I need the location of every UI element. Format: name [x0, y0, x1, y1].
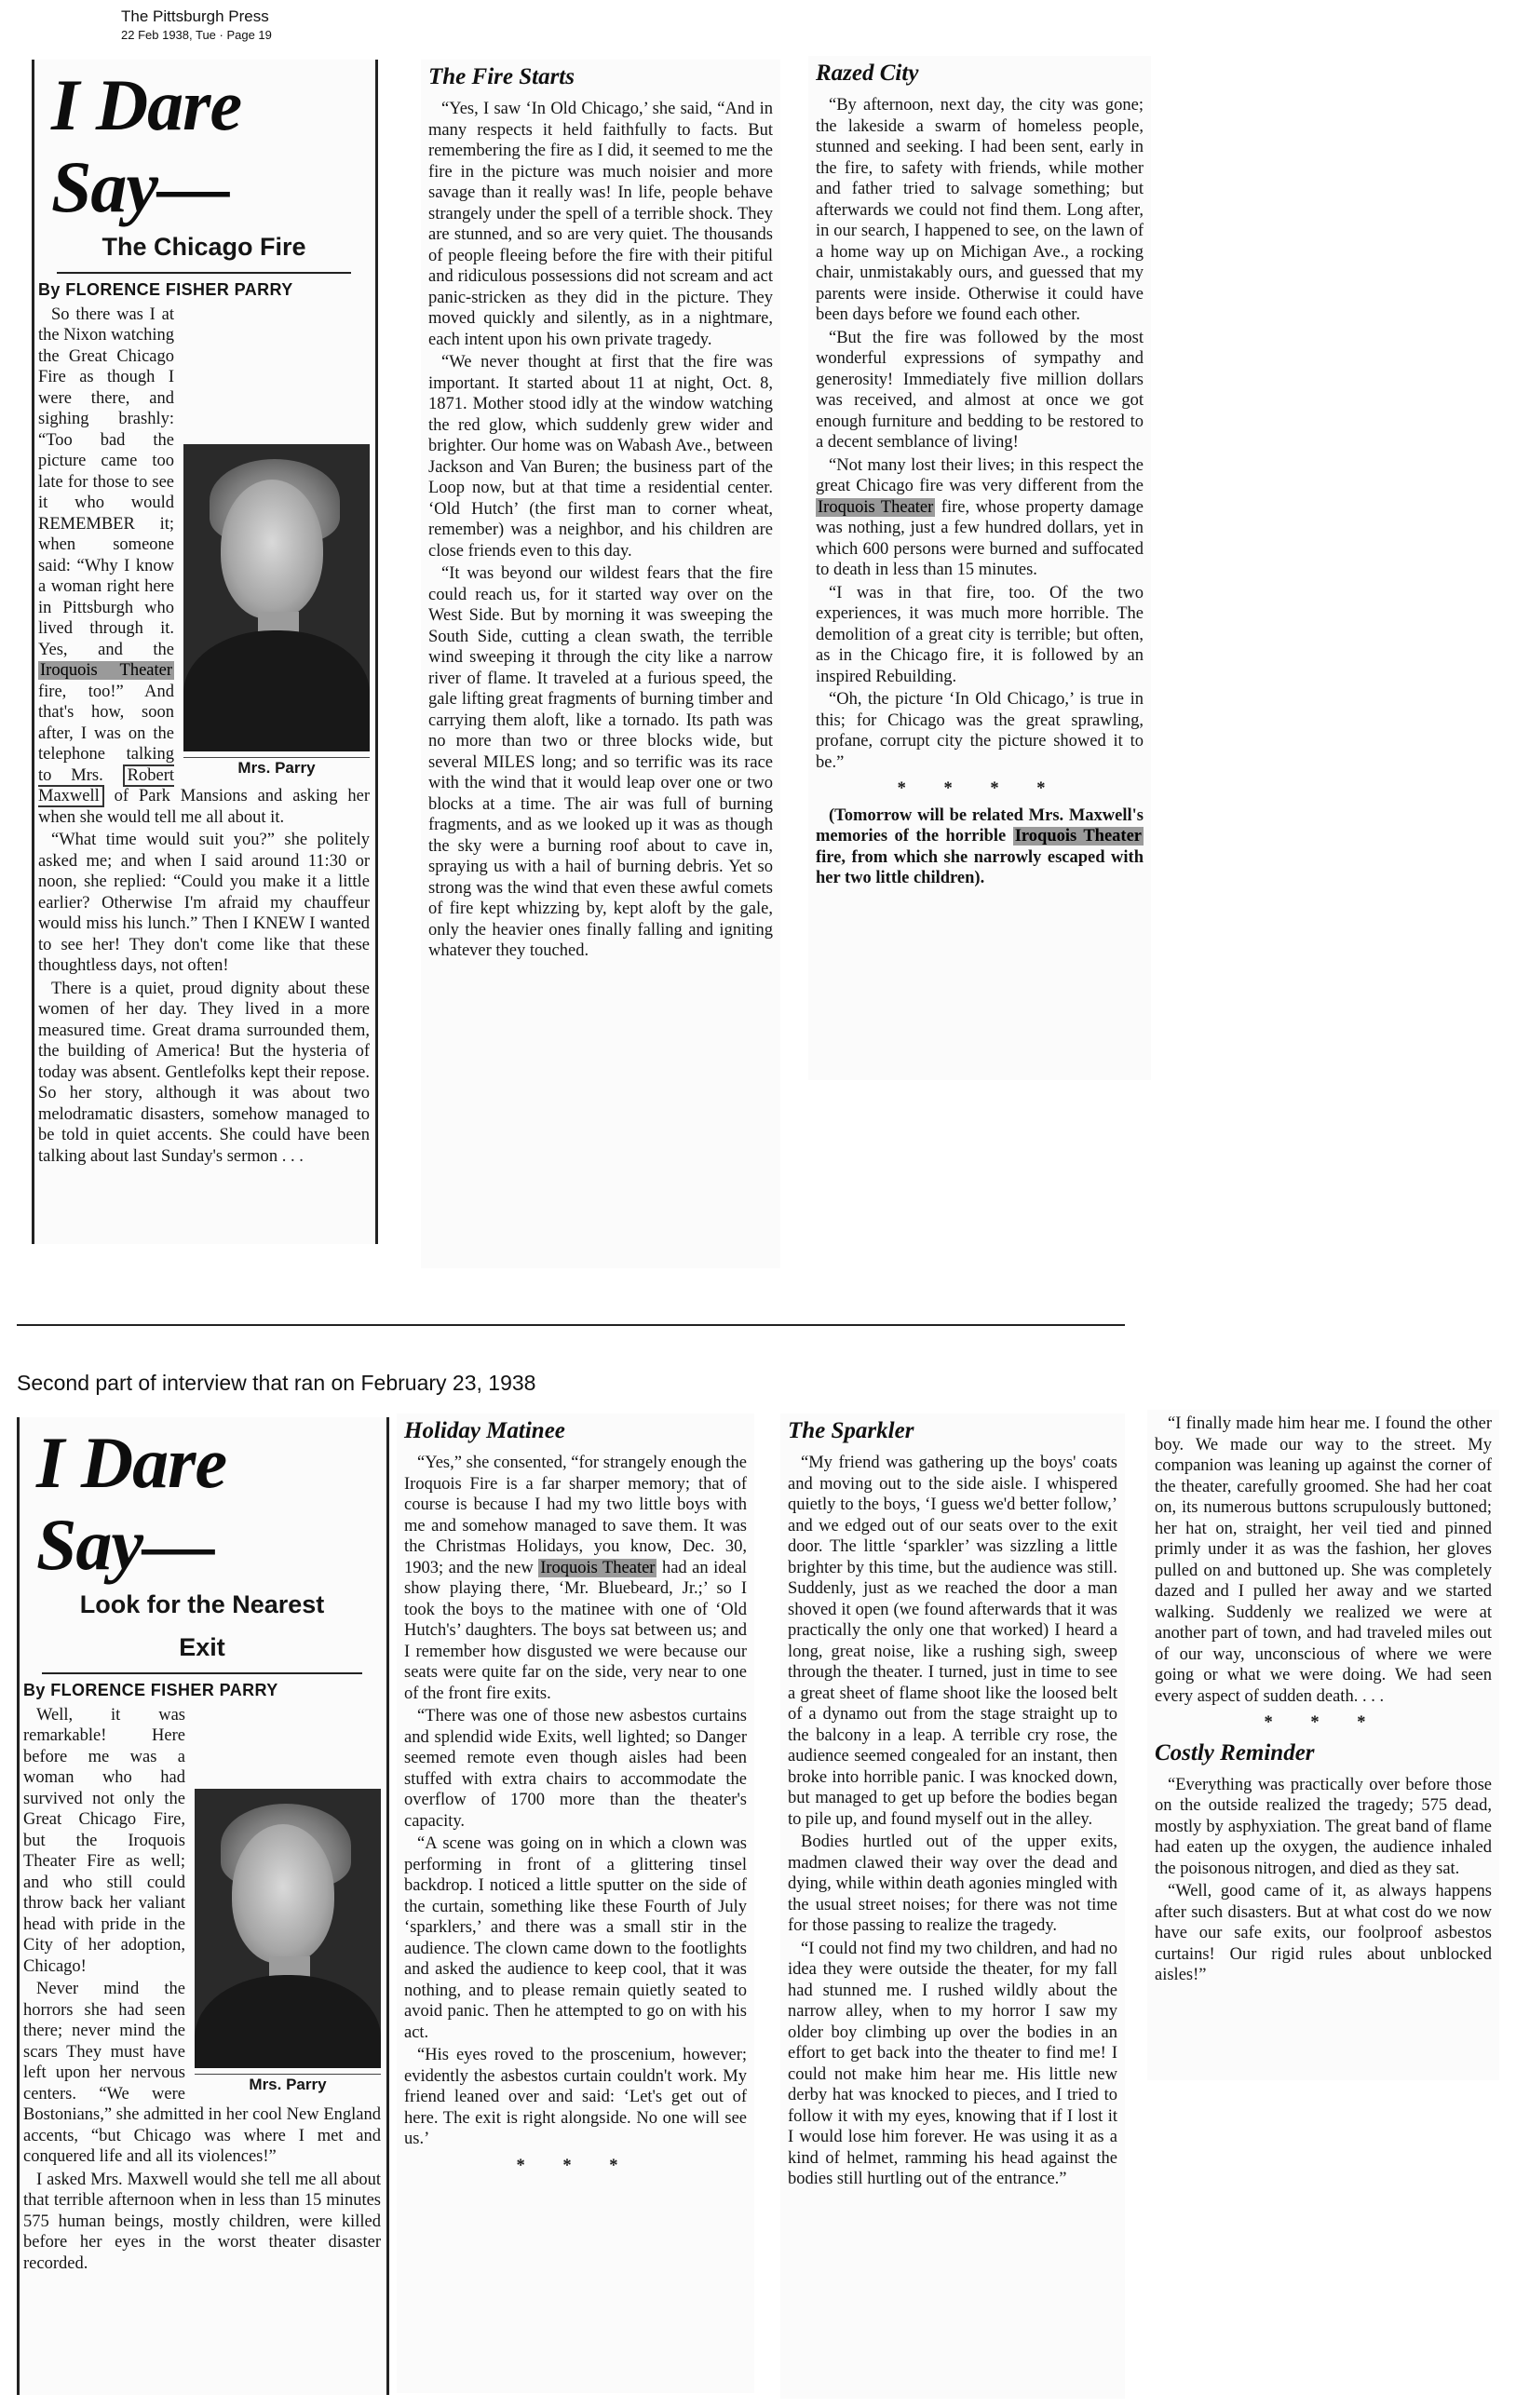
masthead-line-2: Say— [51, 146, 229, 227]
subhead-fire-starts: The Fire Starts [428, 64, 575, 89]
section-stars: * * * [1264, 1713, 1383, 1732]
paragraph: “A scene was going on in which a clown was performing in front of a glittering tinsel backdrop. I noticed a little sputter on the side of the curtain, something like these Fourth of July ‘sparklers,’ and there was a small stir in the audience. The clown came down to the footlights and asked the audience to keep cool, that it was nothing, and to please remain quietly seated to avoid panic. Then he attempted to go on with his act. [404, 1834, 747, 2042]
paragraph: Well, it was remarkable! Here before me was a woman who had survived not only the Great Chicago Fire, but the Iroquois Theater Fire as well; and who still could throw back her valiant head with pride in the City of her adoption, Chicago! [23, 1705, 185, 1976]
highlighted-term: Iroquois Theater [40, 661, 172, 680]
paragraph: “Oh, the picture ‘In Old Chicago,’ is true in this; for Chicago was the great sprawling, profane, corrupt city the picture showed it to be.” [816, 690, 1144, 772]
portrait-body [195, 1975, 381, 2068]
text-run: fire, from which she narrowly escaped with her two little children). [816, 847, 1144, 887]
highlighted-term: Iroquois Theater [818, 497, 934, 517]
part2-column-1 [17, 1417, 389, 2395]
boxed-name: Robert Maxwell [38, 765, 174, 805]
paragraph: There is a quiet, proud dignity about these women of her day. They lived in a more measured time. Great drama surrounded them, the building of America! But the hysteria of today was absent. Gentlefolks kept their repose. So her story, although it was about two melodramatic disasters, somehow managed to be told in quiet accents. She could have been talking about last Sunday's sermon . . . [38, 979, 370, 1166]
paragraph: “My friend was gathering up the boys' coats and moving out to the side aisle. I whispered quietly to the boys, ‘I guess we'd better follow,’ and we edged out of our seats over to the exit door. The little ‘sparkler’ was sizzling a little brighter by this time, but the audience was still. Suddenly, just as we reached the door a man shoved it open (we found afterwards that it was practically the only one that worked) I heard a long, great noise, like a rushing sigh, sweep through the theater. I turned, just in time to see a great sheet of flame shoot like the loosed belt of a dynamo out from the stage straight up to the balcony in a leap. A terrible cry rose, the audience seemed congealed for an instant, then broke into horrible panic. I was knocked down, but managed to get up before the bodies began to pile up, and found myself out in the alley. [788, 1454, 1117, 1829]
paragraph: “I could not find my two children, and had no idea they were outside the theater, for my fall had stunned me. I rushed wildly about the narrow alley, when to my horror I saw my older boy climbing up over the bodies in an effort to get back into the theater to find me! I could not make him hear me. His little new derby hat was knocked to pieces, and I tried to follow it with my eyes, knowing that if I lost it I would lose him forever. He was using it as a kind of helmet, ramming his head against the bodies still hurtling out of the entrance.” [788, 1939, 1117, 2188]
paragraph [816, 805, 1144, 889]
paragraph: “It was beyond our wildest fears that the fire could reach us, for it started way over on the West Side. But by morning it was sweeping the South Side, cutting a clean swath, the terrible wind sweeping it through the city like a narrow river of flame. It traveled at a furious speed, the gale lifting great fragments of burning timber and carrying them aloft, like a tornado. Its path was no more than two or three blocks wide, but several MILES long; and so terrific was its race with the wind that it would leap over one or two blocks at a time. The air was full of burning fragments, and as we looked up it was as though the sky were a burning roof about to cave in, spraying us with a hail of burning debris. Yet so strong was the wind that even these awful comets of fire kept whizzing by, kept aloft by the gale, only the heavier ones finally falling and igniting whatever they touched. [428, 564, 773, 960]
part2-column-4 [1147, 1410, 1499, 2080]
paragraph: “Yes, I saw ‘In Old Chicago,’ she said, “And in many respects it held faithfully to facts. But remembering the fire as I did, it seemed to me the fire in the picture was much noisier and more savage than it really was! In life, people behave strangely under the spell of a terrible shock. They are stunned, and so are very quiet. The thousands of people fleeing before the fire with their pitiful and ridiculous possessions did not scream and act panic-stricken as they did in the picture. They moved quickly and silently, as in a nightmare, each intent upon his own private tragedy. [428, 100, 773, 349]
masthead-line-1: I Dare [51, 64, 242, 145]
part2-column-3 [780, 1414, 1125, 2399]
article-deck-line-1: Look for the Nearest [79, 1590, 325, 1618]
text-run: “Not many lost their lives; in this respect the great Chicago fire was very different from the [816, 455, 1144, 495]
paragraph: “His eyes roved to the proscenium, however; evidently the asbestos curtain couldn't work. My friend leaned over and said: ‘Let's get out of here. The exit is right alongside. No one will see us.’ [404, 2046, 747, 2148]
masthead-line-2: Say— [36, 1504, 214, 1585]
paragraph: “By afternoon, next day, the city was gone; the lakeside a swarm of homeless people, stunned and seeking. I had been sent, early in the fire, to safety with friends, while mother and father tried to salvage something; but afterwards we could not find them. Long after, in our search, I happened to see, on the lawn of a home way up on Michigan Ave., a rocking chair, unmistakably ours, and guessed that my parents were inside. Otherwise it could have been days before we found each other. [816, 96, 1144, 324]
paragraph: I asked Mrs. Maxwell would she tell me all about that terrible afternoon when in less than 15 minutes 575 human beings, mostly children, were killed before her eyes in the worst theater disaster recorded. [23, 2170, 381, 2273]
paragraph: “What time would suit you?” she politely asked me; and when I said around 11:30 or noon, she replied: “Could you make it a little earlier? Otherwise I'm afraid my chauffeur would miss his lunch.” Then I KNEW I wanted to see her! They don't come like that these thoughtless days, not often! [38, 831, 370, 975]
paragraph: “Well, good came of it, as always happens after such disasters. But at what cost do we now have our safe exits, our foolproof asbestos curtains! Our rigid rules about unblocked aisles!” [1155, 1882, 1492, 1984]
portrait-face [221, 480, 323, 619]
subhead-the-sparkler: The Sparkler [788, 1418, 914, 1443]
section-stars: * * * * [897, 779, 1063, 798]
text-run: (Tomorrow will be related Mrs. Maxwell's memories of the horrible [816, 805, 1144, 846]
byline: By FLORENCE FISHER PARRY [38, 280, 293, 299]
part1-column-2 [421, 60, 780, 1268]
text-run: fire, whose property damage was nothing, just a few hundred dollars, yet in which 600 persons were burned and suffocated to death in less than 15 minutes. [816, 497, 1144, 579]
part1-column-1 [32, 60, 378, 1244]
paragraph: “But the fire was followed by the most wonderful expressions of sympathy and generosity! Immediately five million dollars was received, and almost at once we got enough furniture and bedding to be restored to a decent semblance of living! [816, 328, 1144, 452]
highlighted-term: Iroquois Theater [1014, 827, 1143, 846]
paragraph: Never mind the horrors she had seen there; never mind the scars They must have left upon her nervous centers. “We were Bostonians,” she admitted in her cool New England accents, “but Chicago was where I met and conquered life and all its violences!” [23, 1980, 381, 2166]
portrait-photo [195, 1789, 381, 2068]
portrait-face [232, 1824, 334, 1964]
subhead-razed-city: Razed City [816, 61, 919, 86]
paragraph: “I finally made him hear me. I found the other boy. We made our way to the street. My companion was leaning up against the corner of the theater, carefully groomed. She had her coat on, its numerous buttons scrupulously buttoned; her hat on, straight, her veil tied and pinned primly under it as was the fashion, her gloves pulled on and buttoned up. She was completely dazed and I pulled her away and we started walking. Suddenly we realized we were at another part of town, and had traveled miles out of our way, unconscious of where we were going or what we were doing. We had seen every aspect of sudden death. . . . [1155, 1414, 1492, 1706]
paragraph [816, 455, 1144, 581]
text-run: So there was I at the Nixon watching the Great Chicago Fire as though I were there, and sighing brashly: “Too bad the picture came too late for those to see it who would REMEMBER it; when someone said: “Why I know a woman right here in Pittsburgh who lived through it. Yes, and the [38, 304, 174, 659]
part-two-label: Second part of interview that ran on February 23, 1938 [17, 1371, 536, 1395]
paragraph: “I was in that fire, too. Of the two experiences, it was much more horrible. The demolition of a great city is terrible; but often, as in the Chicago fire, it is followed by an inspired Rebuilding. [816, 583, 1144, 686]
portrait-photo [183, 444, 370, 751]
text-run: fire, too!” And that's how, soon after, I was on the telephone talking to Mrs. [38, 682, 174, 785]
section-divider [17, 1324, 1125, 1326]
portrait-caption: Mrs. Parry [195, 2074, 381, 2096]
article-deck: The Chicago Fire [102, 233, 306, 261]
article-deck-line-2: Exit [179, 1633, 225, 1661]
deck-rule [57, 272, 351, 274]
subhead-costly-reminder: Costly Reminder [1155, 1739, 1315, 1765]
paragraph: “There was one of those new asbestos curtains and splendid wide Exits, well lighted; so Danger seemed remote even though aisles had been stuffed with extra chairs to accommodate the overflow of 1700 more than the theater's capacity. [404, 1707, 747, 1831]
paragraph: “We never thought at first that the fire was important. It started about 11 at night, Oct. 8, 1871. Mother stood idly at the window watching the red glow, which suddenly grew wider and brighter. Our home was on Wabash Ave., between Jackson and Van Buren; the business part of the Loop now, but at that time a residential center. ‘Old Hutch’ (the first man to corner wheat, remember) was a neighbor, and his children are close friends even to this day. [428, 353, 773, 561]
deck-rule [42, 1672, 362, 1674]
tomorrow-note [816, 805, 1144, 889]
newspaper-name: The Pittsburgh Press [121, 7, 269, 25]
text-run: had an ideal show playing there, ‘Mr. Bluebeard, Jr.;’ so I took the boys to the matinee with one of ‘Old Hutch's’ daughters. The boys sat between us; and I remember how disgusted we were because our seats were quite far on the side, very near to one of the front fire exits. [404, 1558, 748, 1703]
byline: By FLORENCE FISHER PARRY [23, 1681, 278, 1699]
highlighted-term: Iroquois Theater [540, 1558, 656, 1577]
paragraph: Bodies hurtled out of the upper exits, madmen clawed their way over the dead and dying, while within death agonies mingled with the usual street noises; for there was not time for those passing to realize the tragedy. [788, 1833, 1117, 1935]
masthead-line-1: I Dare [36, 1422, 227, 1503]
text-run: of Park Mansions and asking her when she would tell me all about it. [38, 787, 371, 827]
section-stars: * * * [516, 2156, 635, 2175]
part2-column-2 [397, 1414, 754, 2393]
portrait-caption: Mrs. Parry [183, 757, 370, 779]
subhead-holiday-matinee: Holiday Matinee [404, 1418, 565, 1443]
part1-column-3 [808, 56, 1151, 1080]
date-line: 22 Feb 1938, Tue · Page 19 [121, 28, 272, 42]
text-run: “Yes,” she consented, “for strangely enough the Iroquois Fire is a far sharper memory; that of course is because I had my two little boys with me and somehow managed to save them. It was the Christmas Holidays, you know, Dec. 30, 1903; and the new [404, 1454, 747, 1577]
paragraph: “Everything was practically over before those on the outside realized the tragedy; 575 dead, mostly by asphyxiation. The great band of flame had eaten up the oxygen, the audience inhaled the poisonous nitrogen, and died as they sat. [1155, 1775, 1492, 1878]
portrait-body [183, 630, 370, 751]
paragraph [404, 1453, 747, 1704]
